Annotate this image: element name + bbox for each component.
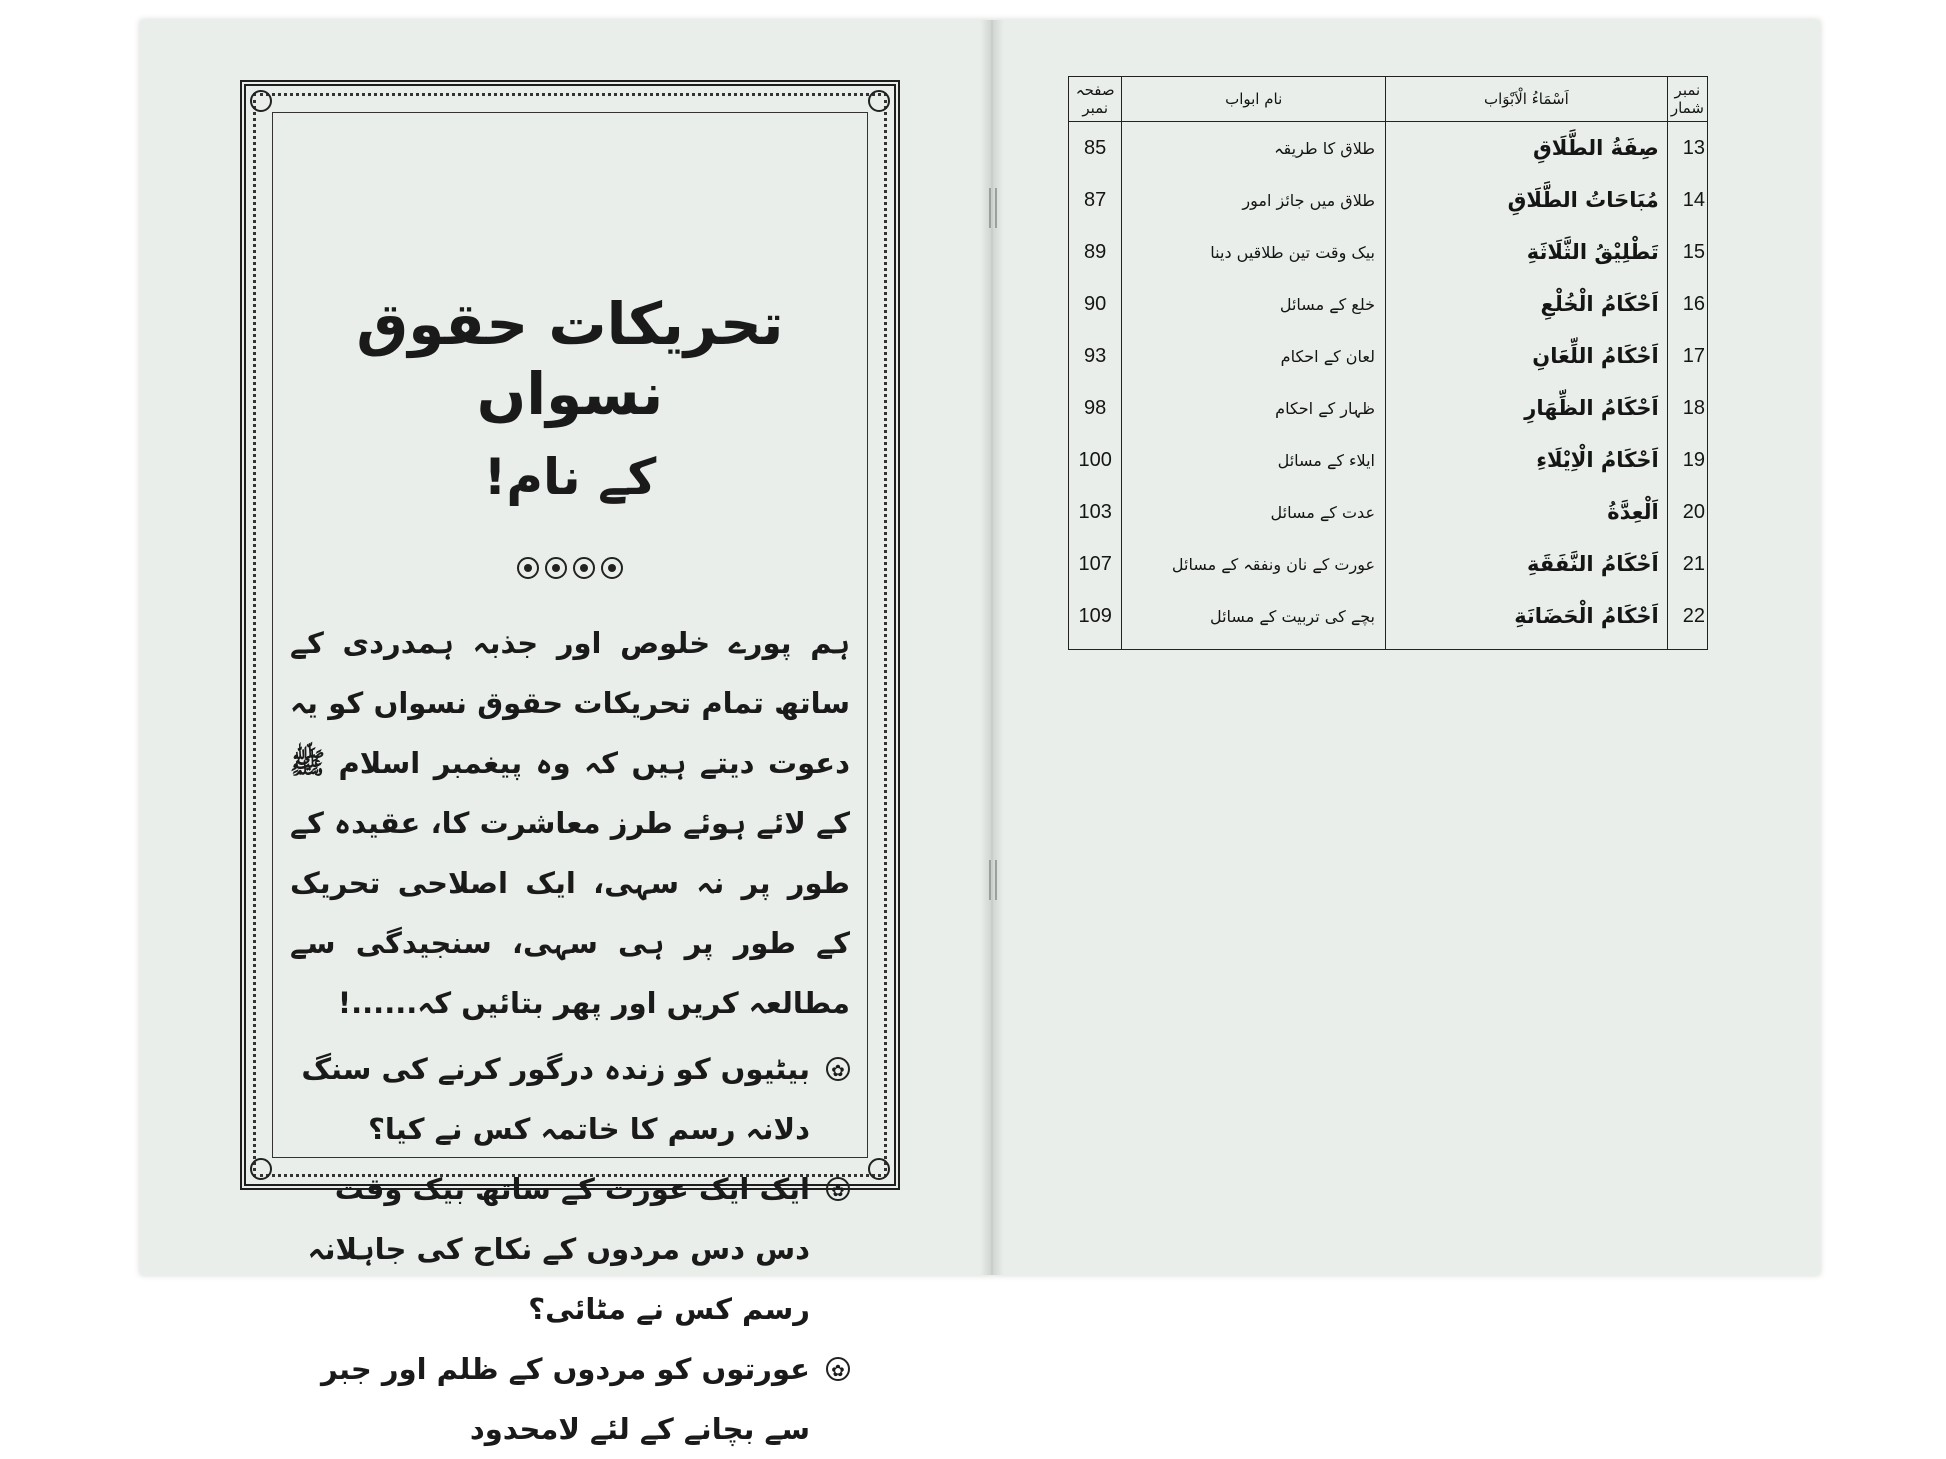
serial-cell: 16 — [1667, 278, 1707, 330]
table-row — [1069, 486, 1708, 538]
arabic-name-cell: مُبَاحَاتُ الطَّلَاقِ — [1386, 174, 1668, 226]
chapter-name-cell: طلاق میں جائز امور — [1122, 174, 1386, 226]
page-number-cell: 93 — [1069, 330, 1122, 382]
chapter-name-cell: ایلاء کے مسائل — [1122, 434, 1386, 486]
table-row — [1069, 382, 1708, 434]
page-number-cell: 85 — [1069, 122, 1122, 175]
serial-cell: 17 — [1667, 330, 1707, 382]
header-chapter-names: نام ابواب — [1122, 77, 1386, 122]
header-page: صفحہ نمبر — [1069, 77, 1122, 122]
corner-ornament — [250, 90, 272, 112]
table-row — [1069, 590, 1708, 650]
dedication-paragraph: ہم پورے خلوص اور جذبہ ہمدردی کے ساتھ تمام تحریکات حقوق نسواں کو یہ دعوت دیتے ہیں کہ وہ پیغمبر اسلام ﷺ کے لائے ہوئے طرز معاشرت کا، عقیدہ کے طور پر نہ سہی، ایک اصلاحی تحریک کے طور پر ہی سہی، سنجیدگی سے مطالعہ کریں اور پھر بتائیں کہ......! — [290, 626, 850, 1021]
table-of-contents — [1068, 76, 1708, 650]
page-number-cell: 87 — [1069, 174, 1122, 226]
arabic-name-cell: اَحْكَامُ الْاِيْلَاءِ — [1386, 434, 1668, 486]
page-number-cell: 98 — [1069, 382, 1122, 434]
flower-bullet-icon: ✿ — [826, 1357, 850, 1381]
chapter-name-cell: خلع کے مسائل — [1122, 278, 1386, 330]
chapter-name-cell: عدت کے مسائل — [1122, 486, 1386, 538]
corner-ornament — [868, 90, 890, 112]
table-row — [1069, 278, 1708, 330]
serial-cell: 20 — [1667, 486, 1707, 538]
arabic-name-cell: اَحْكَامُ الْحَضَانَةِ — [1386, 590, 1668, 650]
chapter-name-cell: بچے کی تربیت کے مسائل — [1122, 590, 1386, 650]
staple — [989, 188, 997, 228]
table-row — [1069, 538, 1708, 590]
arabic-name-cell: صِفَةُ الطَّلَاقِ — [1386, 122, 1668, 175]
bullet-list — [290, 1039, 850, 1459]
chapter-name-cell: لعان کے احکام — [1122, 330, 1386, 382]
list-item: ✿ ایک ایک عورت کے ساتھ بیک وقت دس دس مردوں کے نکاح کی جاہلانہ رسم کس نے مٹائی؟ — [290, 1159, 850, 1339]
table-body — [1069, 122, 1708, 650]
arabic-name-cell: اَحْكَامُ النَّفَقَةِ — [1386, 538, 1668, 590]
arabic-name-cell: اَحْكَامُ الْخُلْعِ — [1386, 278, 1668, 330]
list-item: ✿ عورتوں کو مردوں کے ظلم اور جبر سے بچانے کے لئے لامحدود — [290, 1339, 850, 1459]
table-row — [1069, 122, 1708, 175]
chapter-name-cell: طلاق کا طریقہ — [1122, 122, 1386, 175]
page-title: تحریکات حقوق نسواں — [356, 290, 784, 428]
page-number-cell: 90 — [1069, 278, 1122, 330]
page-subtitle: کے نام! — [483, 448, 657, 507]
page-number-cell: 100 — [1069, 434, 1122, 486]
book-spread — [140, 20, 1820, 1447]
chapter-name-cell: ظہار کے احکام — [1122, 382, 1386, 434]
list-item: ✿ بیٹیوں کو زندہ درگور کرنے کی سنگ دلانہ رسم کا خاتمہ کس نے کیا؟ — [290, 1039, 850, 1159]
corner-ornament — [250, 1158, 272, 1180]
chapter-name-cell: عورت کے نان ونفقہ کے مسائل — [1122, 538, 1386, 590]
header-arabic-names: اَسْمَاءُ الْاَبْوَاب — [1386, 77, 1668, 122]
serial-cell: 19 — [1667, 434, 1707, 486]
serial-cell: 21 — [1667, 538, 1707, 590]
dedication-page — [290, 120, 850, 1447]
table-row — [1069, 226, 1708, 278]
page-number-cell: 109 — [1069, 590, 1122, 650]
corner-ornament — [868, 1158, 890, 1180]
arabic-name-cell: اَحْكَامُ اللِّعَانِ — [1386, 330, 1668, 382]
table-row — [1069, 330, 1708, 382]
serial-cell: 14 — [1667, 174, 1707, 226]
arabic-name-cell: تَطْلِيْقُ الثَّلَاثَةِ — [1386, 226, 1668, 278]
serial-cell: 15 — [1667, 226, 1707, 278]
flower-bullet-icon: ✿ — [826, 1177, 850, 1201]
arabic-name-cell: اَلْعِدَّةُ — [1386, 486, 1668, 538]
arabic-name-cell: اَحْكَامُ الظِّهَارِ — [1386, 382, 1668, 434]
circle-ornament-icon — [290, 557, 850, 585]
table-row — [1069, 434, 1708, 486]
page-number-cell: 107 — [1069, 538, 1122, 590]
table-row — [1069, 174, 1708, 226]
serial-cell: 22 — [1667, 590, 1707, 650]
chapter-name-cell: بیک وقت تین طلاقیں دینا — [1122, 226, 1386, 278]
header-serial: نمبر شمار — [1667, 77, 1707, 122]
page-number-cell: 89 — [1069, 226, 1122, 278]
table-header-row — [1069, 77, 1708, 122]
flower-bullet-icon: ✿ — [826, 1057, 850, 1081]
staple — [989, 860, 997, 900]
page-number-cell: 103 — [1069, 486, 1122, 538]
serial-cell: 18 — [1667, 382, 1707, 434]
serial-cell: 13 — [1667, 122, 1707, 175]
